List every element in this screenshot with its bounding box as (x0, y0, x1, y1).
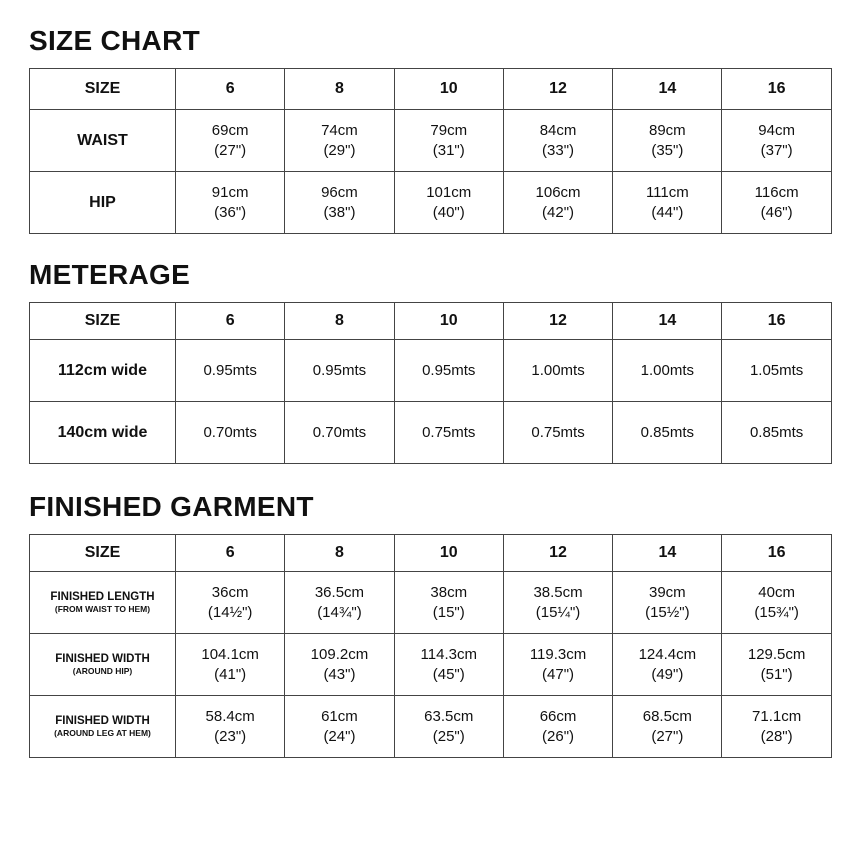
width-leg-16: 71.1cm (28") (722, 696, 831, 758)
size-6: 6 (176, 535, 285, 572)
size-16: 16 (722, 535, 831, 572)
fabric-140-row (30, 402, 832, 464)
meterage-140-6: 0.70mts (176, 402, 285, 464)
meterage-140-10: 0.75mts (394, 402, 503, 464)
size-chart-table (29, 68, 832, 234)
hip-row (30, 172, 832, 234)
finished-width-leg-row (30, 696, 832, 758)
fabric-112-label: 112cm wide (30, 340, 176, 402)
width-hip-6: 104.1cm (41") (176, 634, 285, 696)
hip-16: 116cm (46") (722, 172, 831, 234)
size-12: 12 (503, 303, 612, 340)
waist-8: 74cm (29") (285, 110, 394, 172)
size-14: 14 (613, 69, 722, 110)
finished-garment-title: FINISHED GARMENT (29, 491, 314, 522)
length-14: 39cm (15½") (613, 572, 722, 634)
waist-12: 84cm (33") (503, 110, 612, 172)
length-8: 36.5cm (14¾") (285, 572, 394, 634)
meterage-112-12: 1.00mts (503, 340, 612, 402)
size-8: 8 (285, 303, 394, 340)
width-hip-16: 129.5cm (51") (722, 634, 831, 696)
meterage-112-6: 0.95mts (176, 340, 285, 402)
size-header: SIZE (30, 535, 176, 572)
meterage-112-10: 0.95mts (394, 340, 503, 402)
size-8: 8 (285, 535, 394, 572)
meterage-140-16: 0.85mts (722, 402, 831, 464)
width-hip-14: 124.4cm (49") (613, 634, 722, 696)
length-10: 38cm (15") (394, 572, 503, 634)
width-leg-6: 58.4cm (23") (176, 696, 285, 758)
waist-10: 79cm (31") (394, 110, 503, 172)
width-hip-8: 109.2cm (43") (285, 634, 394, 696)
size-12: 12 (503, 69, 612, 110)
size-6: 6 (176, 303, 285, 340)
waist-row (30, 110, 832, 172)
waist-14: 89cm (35") (613, 110, 722, 172)
size-6: 6 (176, 69, 285, 110)
finished-length-row (30, 572, 832, 634)
header-row (30, 69, 832, 110)
finished-width-hip-row (30, 634, 832, 696)
waist-6: 69cm (27") (176, 110, 285, 172)
length-6: 36cm (14½") (176, 572, 285, 634)
size-14: 14 (613, 535, 722, 572)
width-hip-12: 119.3cm (47") (503, 634, 612, 696)
hip-6: 91cm (36") (176, 172, 285, 234)
size-chart-title: SIZE CHART (29, 25, 200, 56)
size-8: 8 (285, 69, 394, 110)
finished-length-label: FINISHED LENGTH (FROM WAIST TO HEM) (30, 572, 176, 634)
finished-garment-table (29, 534, 832, 758)
meterage-112-14: 1.00mts (613, 340, 722, 402)
meterage-title: METERAGE (29, 259, 191, 290)
hip-label: HIP (30, 172, 176, 234)
size-10: 10 (394, 69, 503, 110)
hip-10: 101cm (40") (394, 172, 503, 234)
hip-14: 111cm (44") (613, 172, 722, 234)
length-12: 38.5cm (15¼") (503, 572, 612, 634)
fabric-112-row (30, 340, 832, 402)
size-16: 16 (722, 303, 831, 340)
finished-width-leg-label: FINISHED WIDTH (AROUND LEG AT HEM) (30, 696, 176, 758)
finished-width-hip-label: FINISHED WIDTH (AROUND HIP) (30, 634, 176, 696)
meterage-140-14: 0.85mts (613, 402, 722, 464)
width-hip-10: 114.3cm (45") (394, 634, 503, 696)
meterage-112-16: 1.05mts (722, 340, 831, 402)
waist-16: 94cm (37") (722, 110, 831, 172)
fabric-140-label: 140cm wide (30, 402, 176, 464)
width-leg-14: 68.5cm (27") (613, 696, 722, 758)
size-14: 14 (613, 303, 722, 340)
size-16: 16 (722, 69, 831, 110)
header-row (30, 535, 832, 572)
meterage-table (29, 302, 832, 464)
hip-8: 96cm (38") (285, 172, 394, 234)
waist-label: WAIST (30, 110, 176, 172)
size-header: SIZE (30, 69, 176, 110)
size-header: SIZE (30, 303, 176, 340)
meterage-140-8: 0.70mts (285, 402, 394, 464)
meterage-112-8: 0.95mts (285, 340, 394, 402)
size-10: 10 (394, 303, 503, 340)
size-12: 12 (503, 535, 612, 572)
hip-12: 106cm (42") (503, 172, 612, 234)
meterage-140-12: 0.75mts (503, 402, 612, 464)
header-row (30, 303, 832, 340)
width-leg-10: 63.5cm (25") (394, 696, 503, 758)
width-leg-12: 66cm (26") (503, 696, 612, 758)
size-10: 10 (394, 535, 503, 572)
width-leg-8: 61cm (24") (285, 696, 394, 758)
length-16: 40cm (15¾") (722, 572, 831, 634)
